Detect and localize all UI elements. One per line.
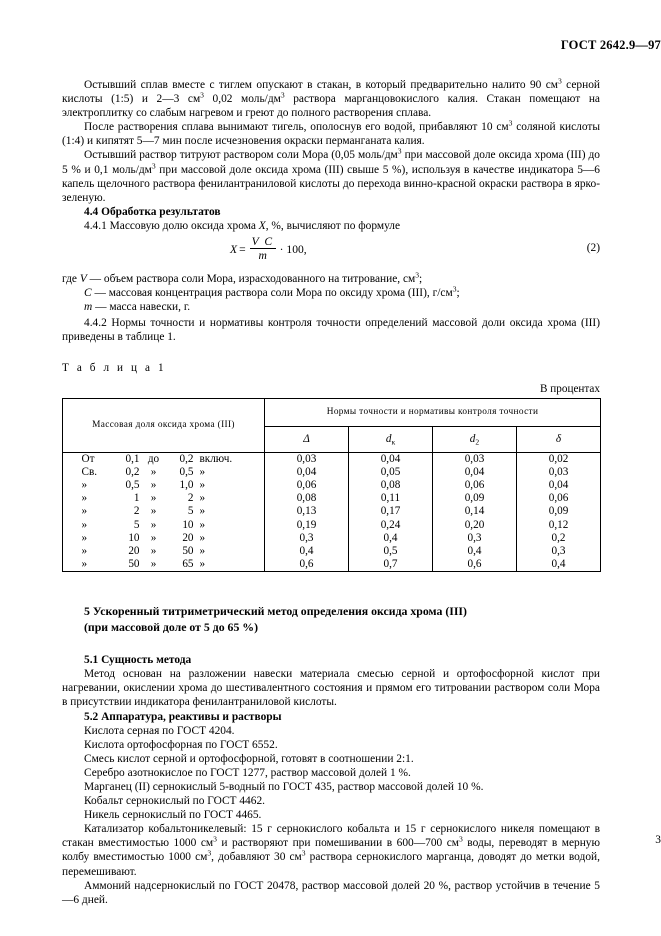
equation-number: (2)	[586, 242, 600, 255]
definition-v: где V — объем раствора соли Мора, израсходованного на титрование, $см^3$;	[62, 270, 423, 286]
document-body	[62, 78, 600, 907]
superscript-cm3: 3	[213, 834, 217, 844]
table-header-row-1	[63, 398, 601, 426]
table-body-row	[63, 452, 601, 572]
range-row: Св. 0,2 » 0,5 »	[81, 465, 206, 478]
table-range-column	[63, 452, 265, 572]
clause-4-4-2: 4.4.2 Нормы точности и нормативы контроля точности определений массовой доли оксида хрома (III) приведены в таблице 1.	[62, 317, 600, 344]
clause-4-4-1: 4.4.1 Массовую долю оксида хрома X, %, вычисляют по формуле	[84, 219, 400, 232]
superscript-cm3: 3	[558, 76, 562, 86]
table-header-delta: Δ	[265, 426, 349, 452]
symbol-v: V	[79, 273, 87, 286]
table-header-d2: $d_2$	[433, 426, 517, 452]
definition-m: m — масса навески, г.	[84, 301, 191, 314]
formula-tail: · 100,	[279, 242, 307, 256]
table-delta-column: 0,03 0,04 0,06 0,08 0,13 0,19 0,3 0,4 0,6	[265, 452, 349, 572]
superscript-cm3: 3	[200, 90, 204, 100]
superscript-cm3: 3	[415, 270, 420, 280]
table-d2-column: 0,03 0,04 0,06 0,09 0,14 0,20 0,3 0,4 0,6	[433, 452, 517, 572]
table-caption: Т а б л и ц а 1	[62, 361, 167, 374]
superscript-cm3: 3	[452, 284, 457, 294]
paragraph-titration: Остывший раствор титруют раствором соли Мора (0,05 моль/$дм^3$ при массовой доле оксида хрома (III) до 5 % и 0,1 моль/$дм^3$ при массовой доле оксида хрома (III) свыше 5 %), используя в качестве индикатора 5—6 капель щелочного раствора фенилантраниловой кислоты до перехода винно-красной окраски раствора в ярко-зеленую.	[62, 146, 600, 204]
table-header-accuracy-group: Нормы точности и нормативы контроля точности	[265, 398, 601, 426]
section-5-title-line2: (при массовой доле от 5 до 65 %)	[84, 619, 259, 634]
range-list	[79, 453, 249, 572]
range-row: » 20 » 50 »	[81, 544, 206, 557]
reagent-item: Кислота ортофосфорная по ГОСТ 6552.	[84, 738, 278, 751]
table-units-note: В процентах	[540, 382, 600, 395]
symbol-c: C	[84, 287, 92, 300]
reagent-item: Марганец (II) сернокислый 5-водный по ГОСТ 435, раствор массовой долей 10 %.	[84, 780, 484, 793]
formula-mass-fraction	[230, 236, 307, 262]
accuracy-norms-table	[62, 398, 601, 573]
paragraph-ammonium-persulfate: Аммоний надсернокислый по ГОСТ 20478, раствор массовой долей 20 %, раствор устойчив в течение 5—6 дней.	[62, 879, 600, 906]
table-header-sigma: δ	[517, 426, 601, 452]
heading-5-1: 5.1 Сущность метода	[84, 654, 192, 667]
variable-x: X	[258, 219, 266, 232]
table-sigma-column: 0,02 0,03 0,04 0,06 0,09 0,12 0,2 0,3 0,4	[517, 452, 601, 572]
paragraph-cooled-alloy: Остывший сплав вместе с тиглем опускают в стакан, в который предварительно налито 90 $см^3$ серной кислоты (1:5) и 2—3 $см^3$ 0,02 моль/$дм^3$ раствора марганцовокислого калия. Стакан помещают на электроплитку со слабым нагревом и греют до полного растворения сплава.	[62, 76, 601, 120]
standard-designation: ГОСТ 2642.9—97	[560, 38, 661, 52]
range-row: От 0,1 до 0,2 включ.	[81, 452, 233, 465]
formula-denominator: m	[258, 249, 267, 263]
superscript-cm3: 3	[458, 834, 463, 844]
formula-numerator: V C	[251, 235, 274, 249]
reagent-item: Кобальт сернокислый по ГОСТ 4462.	[84, 795, 265, 808]
table-header-dk: $d_к$	[349, 426, 433, 452]
section-5	[62, 604, 600, 635]
reagent-item: Никель сернокислый по ГОСТ 4465.	[84, 809, 262, 822]
superscript-dm3: 3	[397, 146, 402, 156]
paragraph-after-dissolution: После растворения сплава вынимают тигель, ополоснув его водой, прибавляют 10 $см^3$ соляной кислоты (1:4) и кипятят 5—7 мин после исчезновения окраски перманганата калия.	[62, 118, 600, 148]
formula-equals: =	[239, 242, 246, 256]
superscript-cm3: 3	[301, 848, 306, 858]
paragraph-method-essence: Метод основан на разложении навески материала смесью серной и ортофосфорной кислот при нагревании, окислении хрома до шестивалентного состояния и прямом его титровании раствором соли Мора в присутствии индикатора фенилантраниловой кислоты.	[62, 668, 600, 709]
superscript-dm3: 3	[280, 90, 285, 100]
formula-fraction	[250, 236, 276, 262]
superscript-cm3: 3	[207, 848, 212, 858]
formula-row	[62, 236, 600, 272]
table-header-mass-fraction: Массовая доля оксида хрома (III)	[63, 398, 265, 452]
formula-lhs: X	[230, 242, 238, 256]
reagent-item: Серебро азотнокислое по ГОСТ 1277, раствор массовой долей 1 %.	[84, 766, 411, 779]
range-row: » 10 » 20 »	[81, 531, 206, 544]
reagent-item: Кислота серная по ГОСТ 4204.	[84, 724, 235, 737]
paragraph-catalyst: Катализатор кобальтоникелевый: 15 г сернокислого кобальта и 15 г сернокислого никеля помещают в стакан вместимостью 1000 $см^3$ и растворяют при помешивании в 600—700 $см^3$ воды, переводят в мерную колбу вместимостью 1000 $см^3$, добавляют 30 $см^3$ раствора сернокислого марганца, доводят до метки водой, перемешивают.	[62, 823, 600, 878]
heading-5-2: 5.2 Аппаратура, реактивы и растворы	[84, 710, 282, 723]
symbol-m: m	[84, 301, 93, 314]
page-number: 3	[655, 834, 661, 846]
range-row: » 2 » 5 »	[81, 505, 206, 518]
range-row: » 0,5 » 1,0 »	[81, 478, 206, 491]
heading-4-4: 4.4 Обработка результатов	[84, 205, 221, 218]
definition-c: C — массовая концентрация раствора соли Мора по оксиду хрома (III), $г/см^3$;	[84, 284, 460, 300]
table-dk-column: 0,04 0,05 0,08 0,11 0,17 0,24 0,4 0,5 0,7	[349, 452, 433, 572]
range-row: » 5 » 10 »	[81, 518, 206, 531]
section-5-title-line1: 5 Ускоренный титриметрический метод определения оксида хрома (III)	[84, 604, 467, 619]
range-row: » 50 » 65 »	[81, 558, 206, 571]
superscript-dm3: 3	[151, 161, 156, 171]
superscript-cm3: 3	[508, 118, 513, 128]
reagent-item: Смесь кислот серной и ортофосфорной, готовят в соотношении 2:1.	[84, 752, 414, 765]
range-row: » 1 » 2 »	[81, 492, 206, 505]
